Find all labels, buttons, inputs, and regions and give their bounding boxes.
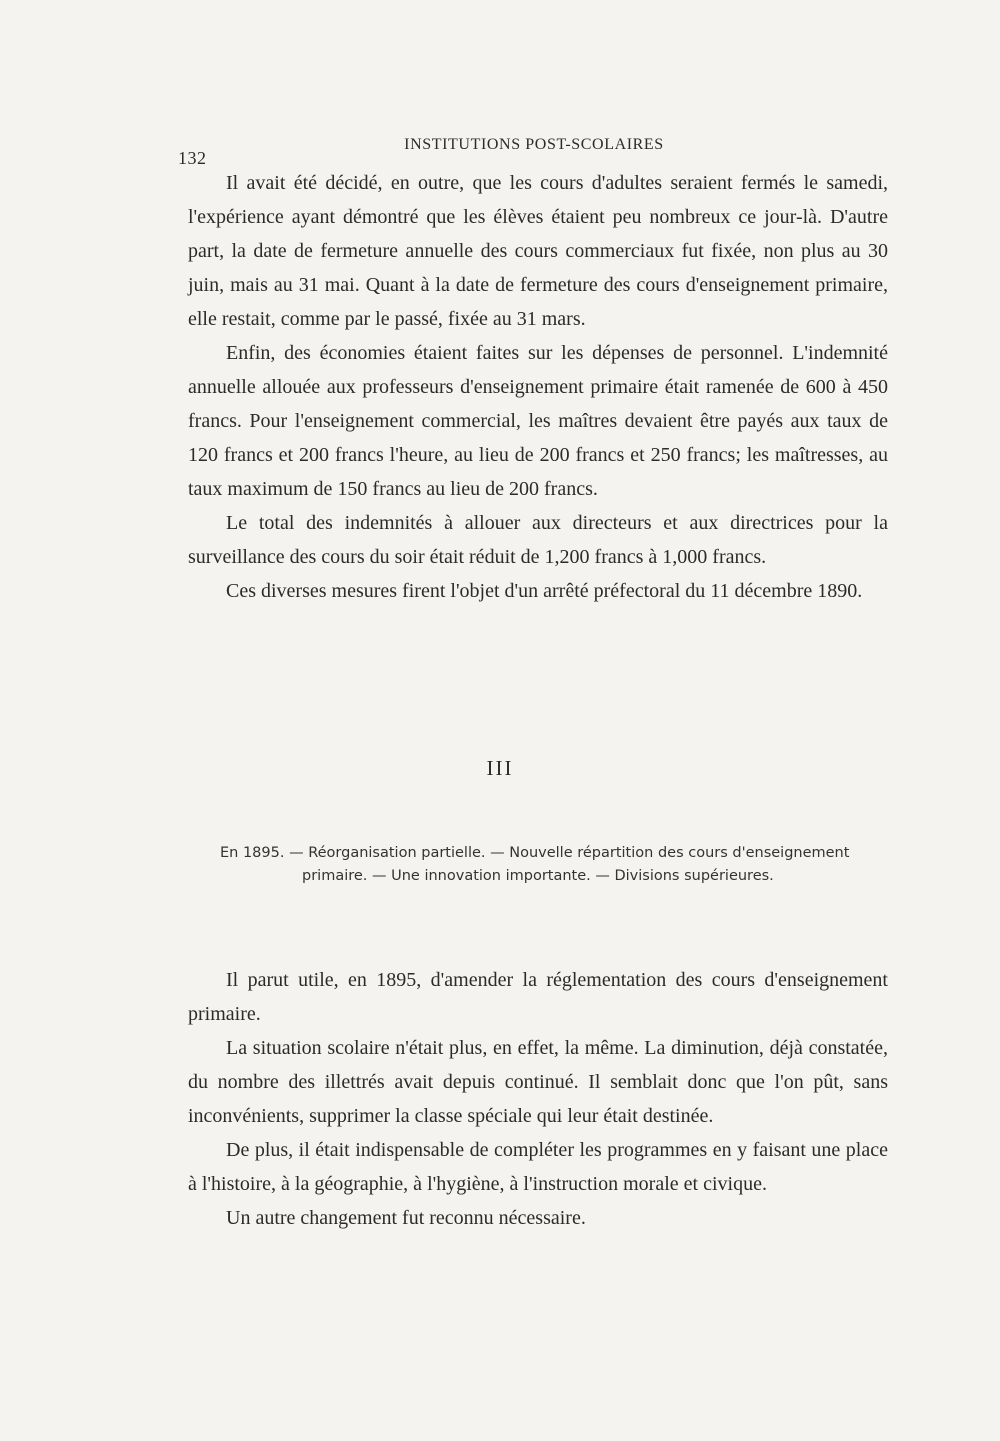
text-block-top xyxy=(188,166,888,608)
summary-line: primaire. — Une innovation importante. — Divisions supérieures. xyxy=(302,868,774,884)
paragraph: Il parut utile, en 1895, d'amender la réglementation des cours d'enseignement primaire. xyxy=(188,969,888,1025)
summary-line: En 1895. — Réorganisation partielle. — Nouvelle répartition des cours d'enseignement xyxy=(220,845,850,861)
page-number: 132 xyxy=(178,148,207,168)
paragraph: Enfin, des économies étaient faites sur les dépenses de personnel. L'indemnité annuelle allouée aux professeurs d'enseignement primaire était ramenée de 600 à 450 francs. Pour l'enseignement commercial, les maîtres devaient être payés aux taux de 120 francs et 200 francs l'heure, au lieu de 200 francs et 250 francs; les maîtresses, au taux maximum de 150 francs au lieu de 200 francs. xyxy=(188,342,888,500)
paragraph: Il avait été décidé, en outre, que les cours d'adultes seraient fermés le samedi, l'expérience ayant démontré que les élèves étaient peu nombreux ce jour-là. D'autre part, la date de fermeture annuelle des cours commerciaux fut fixée, non plus au 30 juin, mais au 31 mai. Quant à la date de fermeture des cours d'enseignement primaire, elle restait, comme par le passé, fixée au 31 mars. xyxy=(188,172,888,330)
paragraph: Ces diverses mesures firent l'objet d'un arrêté préfectoral du 11 décembre 1890. xyxy=(226,580,863,602)
paragraph: Un autre changement fut reconnu nécessaire. xyxy=(226,1207,586,1229)
section-heading: III xyxy=(486,756,514,780)
running-head xyxy=(178,136,890,168)
section-summary xyxy=(220,842,886,888)
paragraph: La situation scolaire n'était plus, en effet, la même. La diminution, déjà constatée, du nombre des illettrés avait depuis continué. Il semblait donc que l'on pût, sans inconvénients, supprimer la classe spéciale qui leur était destinée. xyxy=(188,1037,888,1127)
running-title: INSTITUTIONS POST-SCOLAIRES xyxy=(404,136,664,153)
paragraph: De plus, il était indispensable de compléter les programmes en y faisant une place à l'histoire, à la géographie, à l'hygiène, à l'instruction morale et civique. xyxy=(188,1139,888,1195)
paragraph: Le total des indemnités à allouer aux directeurs et aux directrices pour la surveillance des cours du soir était réduit de 1,200 francs à 1,000 francs. xyxy=(188,512,888,568)
text-block-bottom xyxy=(188,963,888,1235)
